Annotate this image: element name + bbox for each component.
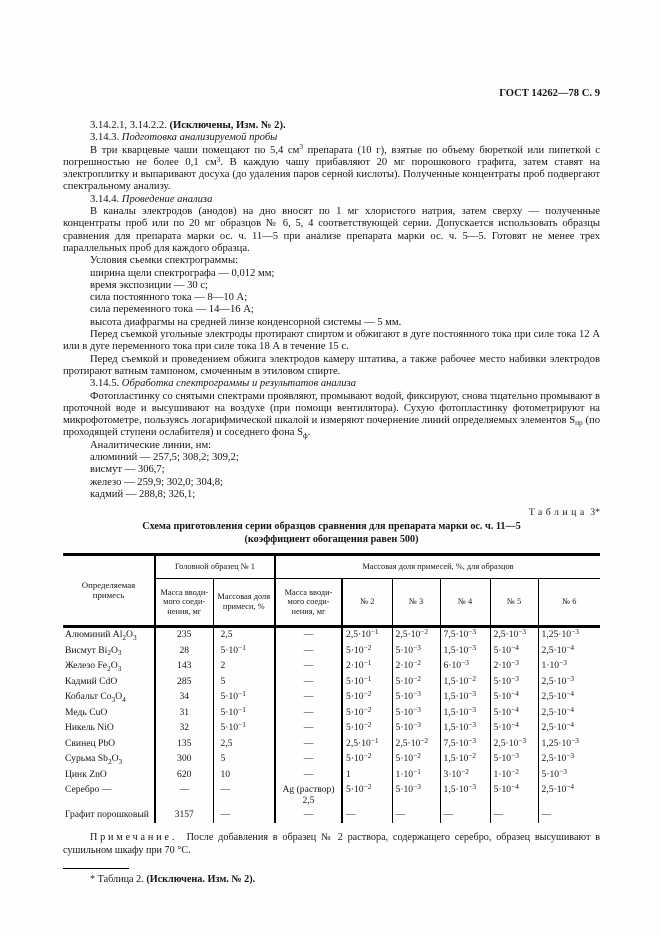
table-cell: Свинец PbO [63,737,155,753]
table-cell: $2,5\cdot 10^{-2}$ [392,627,440,644]
table-cell: — [213,808,275,824]
table-cell: $5\cdot 10^{-3}$ [392,721,440,737]
condition-item: сила постоянного тока — 8—10 А; [90,292,248,304]
table-cell: $5\cdot 10^{-4}$ [490,783,538,807]
table-cell: 620 [155,768,213,784]
table-cell: Ag (раствор) 2,5 [275,783,342,807]
table-cell: 3157 [155,808,213,824]
paragraph-chamber-wiping: Перед съемкой и проведением обжига электродов камеру штатива, а также рабочее место набивки электродов протирают ватным тампоном, смоченным в этиловом спирте. [63,353,600,377]
table-cell: 32 [155,721,213,737]
conditions-heading: Условия съемки спектрограммы: [90,255,239,267]
table-cell: Висмут $Bi_2O_3$ [63,644,155,660]
section-title: Проведение анализа [121,193,213,205]
section-3-14-3-heading [63,132,600,144]
table-cell: 285 [155,675,213,691]
table-row [63,737,600,753]
table-cell: — [213,783,275,807]
table-cell: — [275,627,342,644]
table-cell: $5\cdot 10^{-1}$ [342,675,392,691]
table-cell: — [275,644,342,660]
column-header-sample-2: № 2 [342,579,392,627]
column-group-mass-fraction: Массовая доля примесей, %, для образцов [275,555,600,579]
footnote [63,874,600,885]
table-cell: 5 [213,675,275,691]
section-number: 3.14.4. [90,193,120,205]
table-cell: Железо $Fe_2O_3$ [63,659,155,675]
table-cell: Серебро — [63,783,155,807]
condition-item: высота диафрагмы на средней линзе конденсорной системы — 5 мм. [90,316,402,328]
table-cell: $5\cdot 10^{-3}$ [541,766,567,780]
table-cell: $2,5\cdot 10^{-3}$ [541,673,575,687]
section-number: 3.14.3. [90,132,120,144]
table-cell: Кадмий CdO [63,675,155,691]
table-cell: $2,5\cdot 10^{-4}$ [541,704,575,718]
table-cell: $5\cdot 10^{-2}$ [342,690,392,706]
table-cell: — [275,737,342,753]
note-text: После добавления в образец № 2 раствора, содержащего серебро, образец высушивают в сушильном шкафу при 70 °С. [63,832,601,856]
table-cell: — [490,808,538,824]
table-cell: $2,5\cdot 10^{-4}$ [541,782,575,796]
table-cell: $7,5\cdot 10^{-3}$ [440,737,490,753]
excluded-items-line [63,120,600,132]
table-cell: Цинк ZnO [63,768,155,784]
doc-reference: ГОСТ 14262—78 С. 9 [499,88,600,99]
table-cell: Медь CuO [63,706,155,722]
table-row [63,808,600,824]
section-number: 3.14.5. [90,378,120,390]
analytic-line-item: кадмий — 288,8; 326,1; [90,488,196,500]
table-cell: 2 [213,659,275,675]
table-row [63,768,600,784]
body-text [63,120,600,501]
footnote-bold: (Исключена. Изм. № 2). [146,874,256,886]
table-cell: $2,5\cdot 10^{-3}$ [541,751,575,765]
paragraph-photoplate-processing: Фотопластинку со снятыми спектрами проявляют, промывают водой, фиксируют, снова тщательно промывают в проточной воде и высушивают на воздухе (при помощи вентилятора). Сухую фотопластинку фотометрируют на микрофотометре, пользуясь логарифмической шкалой и измеряют почернение линий определяемых элементов $S_{пр}$ (по проходящей ступени ослабителя) и соседнего фона $S_ф$. [63,390,600,440]
column-header-sample-5: № 5 [490,579,538,627]
table-cell: 2,5 [213,627,275,644]
table-title [63,521,600,546]
table-cell: $5\cdot 10^{-2}$ [342,752,392,768]
table-cell: $1,25\cdot 10^{-3}$ [541,627,579,641]
column-header-sample-4: № 4 [440,579,490,627]
table-cell: 143 [155,659,213,675]
analytic-line-item: висмут — 306,7; [90,464,165,476]
column-header-mass-added: Масса вводимого соединения, мг [155,579,213,627]
paragraph-analysis-procedure: В каналы электродов (анодов) на дно вносят по 1 мг хлористого натрия, затем сверху — полученные концентраты проб или по 20 мг образцов № 6, 5, 4 соответствующей серии. Допускается использовать образцы сравнения для препарата марки ос. ч. 11—5 при анализе препарата марки ос. ч. 5—5. Готовят не менее трех параллельных проб для каждого образца. [63,206,600,254]
section-title: Обработка спектрограммы и результатов анализа [121,378,357,390]
excluded-items-numbers: 3.14.2.1, 3.14.2.2. [90,120,167,131]
table-cell: $2,5\cdot 10^{-3}$ [490,627,538,644]
table-cell: — [275,690,342,706]
table-cell: Никель NiO [63,721,155,737]
column-header-sample-3: № 3 [392,579,440,627]
table-cell: — [392,808,440,824]
table-cell: $1,5\cdot 10^{-2}$ [440,675,490,691]
table-header [63,555,600,627]
table-cell: — [275,659,342,675]
table-cell: $7,5\cdot 10^{-3}$ [440,627,490,644]
table-cell: $2,5\cdot 10^{-4}$ [541,720,575,734]
table-cell: $5\cdot 10^{-3}$ [490,675,538,691]
section-3-14-5-heading [63,378,600,390]
comparison-table-body [63,627,600,823]
table-cell: $1\cdot 10^{-2}$ [490,768,538,784]
table-cell: $5\cdot 10^{-3}$ [392,690,440,706]
table-cell: $1,5\cdot 10^{-3}$ [440,706,490,722]
paragraph-electrode-wiping: Перед съемкой угольные электроды протирают спиртом и обжигают в дуге постоянного тока при силе тока 12 А или в дуге переменного тока при силе тока 18 А в течение 15 с. [63,329,600,353]
table-cell: — [342,808,392,824]
table-cell: — [541,808,552,820]
section-title: Подготовка анализируемой пробы [121,132,278,144]
table-cell: $2,5\cdot 10^{-2}$ [392,737,440,753]
table-cell: $5\cdot 10^{-2}$ [342,644,392,660]
table-cell: $5\cdot 10^{-3}$ [392,783,440,807]
table-cell: $1,25\cdot 10^{-3}$ [541,735,579,749]
analytic-lines-heading: Аналитические линии, нм: [90,439,212,451]
table-cell: — [275,768,342,784]
table-cell: $2\cdot 10^{-3}$ [490,659,538,675]
table-row [63,659,600,675]
table-cell: 5 [213,752,275,768]
table-row [63,752,600,768]
footnote-separator [63,868,129,869]
table-cell: 235 [155,627,213,644]
table-cell: $5\cdot 10^{-2}$ [392,675,440,691]
table-row [63,721,600,737]
table-cell: $2,5\cdot 10^{-4}$ [541,689,575,703]
table-cell: 31 [155,706,213,722]
column-header-sample-6: № 6 [538,579,600,627]
table-note [63,832,600,857]
table-cell: $5\cdot 10^{-4}$ [490,706,538,722]
table-row [63,644,600,660]
column-header-mass-fraction-pct: Массовая доля примеси, % [213,579,275,627]
table-cell: Графит порошковый [63,808,155,824]
table-cell: 2,5 [213,737,275,753]
table-label [63,507,600,518]
condition-item: время экспозиции — 30 с; [90,279,208,291]
table-cell: $5\cdot 10^{-1}$ [213,690,275,706]
table-cell: — [275,752,342,768]
condition-item: ширина щели спектрографа — 0,012 мм; [90,267,275,279]
footnote-text: * Таблица 2. [90,874,144,886]
table-cell: Алюминий $Al_2O_3$ [63,627,155,644]
table-cell: 300 [155,752,213,768]
excluded-items-note: (Исключены, Изм. № 2). [169,120,286,131]
table-cell: 135 [155,737,213,753]
section-3-14-4-heading [63,194,600,206]
table-cell: $2,5\cdot 10^{-1}$ [342,627,392,644]
column-header-impurity: Определяемая примесь [63,555,155,627]
table-cell: $2\cdot 10^{-1}$ [342,659,392,675]
table-cell: $2,5\cdot 10^{-1}$ [342,737,392,753]
table-cell: — [155,783,213,807]
table-cell: $5\cdot 10^{-3}$ [392,644,440,660]
table-cell: 28 [155,644,213,660]
table-label-number: 3* [590,507,600,519]
table-cell: — [275,675,342,691]
table-header-group-row [63,555,600,579]
table-cell: $1,5\cdot 10^{-3}$ [440,690,490,706]
table-cell: $5\cdot 10^{-2}$ [342,783,392,807]
table-cell: — [275,721,342,737]
table-cell: $5\cdot 10^{-3}$ [490,752,538,768]
table-cell: $5\cdot 10^{-1}$ [213,644,275,660]
table-cell: $5\cdot 10^{-3}$ [392,706,440,722]
comparison-samples-table [63,553,600,823]
table-cell: — [440,808,490,824]
analytic-line-item: алюминий — 257,5; 308,2; 309,2; [90,452,239,464]
condition-item: сила переменного тока — 14—16 А; [90,304,254,316]
table-row [63,690,600,706]
table-cell: $6\cdot 10^{-3}$ [440,659,490,675]
table-cell: $2\cdot 10^{-2}$ [392,659,440,675]
table-cell: $5\cdot 10^{-4}$ [490,644,538,660]
table-cell: — [275,808,342,824]
table-cell: $1,5\cdot 10^{-2}$ [440,752,490,768]
table-title-line2: (коэффициент обогащения равен 500) [244,533,419,545]
table-cell: $1,5\cdot 10^{-3}$ [440,721,490,737]
table-cell: Сурьма $Sb_2O_3$ [63,752,155,768]
table-cell: $5\cdot 10^{-1}$ [213,721,275,737]
table-title-line1: Схема приготовления серии образцов сравнения для препарата марки ос. ч. 11—5 [142,521,521,533]
table-row [63,675,600,691]
table-cell: $2,5\cdot 10^{-3}$ [490,737,538,753]
column-group-head-sample: Головной образец № 1 [155,555,275,579]
table-cell: $5\cdot 10^{-2}$ [342,721,392,737]
table-cell: $5\cdot 10^{-4}$ [490,690,538,706]
column-header-mass-added-2: Масса вводимого соединения, мг [275,579,342,627]
table-cell: $5\cdot 10^{-2}$ [392,752,440,768]
table-cell: $3\cdot 10^{-2}$ [440,768,490,784]
table-cell: $5\cdot 10^{-4}$ [490,721,538,737]
paragraph-sample-preparation: В три кварцевые чаши помещают по 5,4 $см^3$ препарата (10 г), взятые по объему бюреткой или пипеткой с погрешностью не более 0,1 $см^3$. В каждую чашу прибавляют 20 мг порошкового графита, затем ставят на электроплитку и выпаривают досуха (до удаления паров серной кислоты). Полученные концентраты проб подвергают спектральному анализу. [63,142,600,193]
table-cell: — [275,706,342,722]
table-cell: 1 [342,768,392,784]
table-cell: $1\cdot 10^{-3}$ [541,658,567,672]
table-cell: $5\cdot 10^{-2}$ [342,706,392,722]
table-cell: Кобальт $Co_3O_4$ [63,690,155,706]
table-cell: 10 [213,768,275,784]
table-cell: $1,5\cdot 10^{-3}$ [440,783,490,807]
table-label-word: Таблица [528,507,588,519]
table-cell: $5\cdot 10^{-1}$ [213,706,275,722]
table-row [63,783,600,807]
table-row [63,706,600,722]
note-label: Примечание. [90,832,178,844]
table-row [63,627,600,644]
table-cell: $1\cdot 10^{-1}$ [392,768,440,784]
table-cell: $2,5\cdot 10^{-4}$ [541,642,575,656]
table-cell: 34 [155,690,213,706]
analytic-line-item: железо — 259,9; 302,0; 304,8; [90,476,223,488]
table-cell: $1,5\cdot 10^{-3}$ [440,644,490,660]
